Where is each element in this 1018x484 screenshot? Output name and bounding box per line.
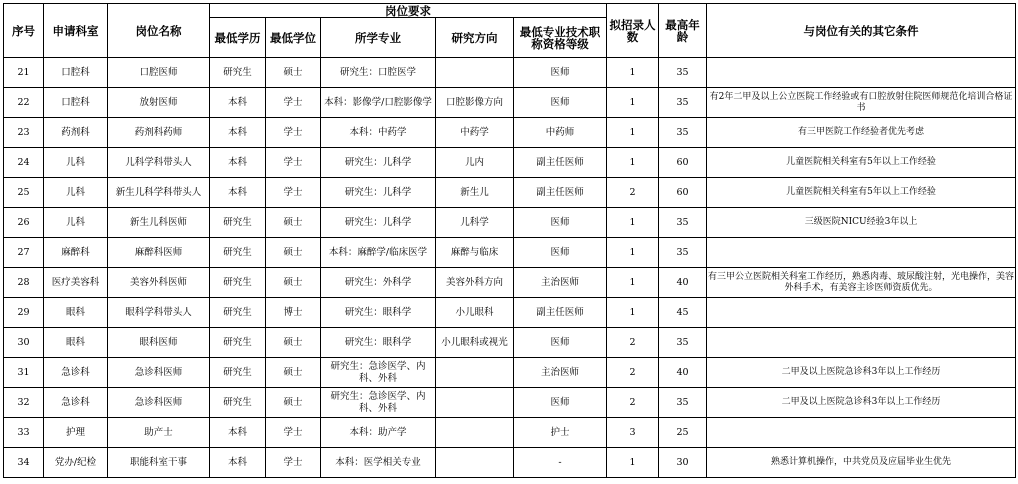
cell-post: 职能科室干事 xyxy=(108,448,210,478)
header-min-degree: 最低学位 xyxy=(266,18,321,58)
table-row xyxy=(4,178,1016,208)
cell-major: 研究生：儿科学 xyxy=(321,148,436,178)
cell-post: 急诊科医师 xyxy=(108,358,210,388)
cell-title: 副主任医师 xyxy=(514,298,607,328)
cell-other: 二甲及以上医院急诊科3年以上工作经历 xyxy=(707,358,1016,388)
cell-seq: 34 xyxy=(4,448,44,478)
cell-research xyxy=(436,418,514,448)
cell-post: 药剂科药师 xyxy=(108,118,210,148)
cell-seq: 29 xyxy=(4,298,44,328)
cell-edu: 本科 xyxy=(210,178,266,208)
cell-post: 新生儿科医师 xyxy=(108,208,210,238)
cell-research xyxy=(436,448,514,478)
cell-age: 30 xyxy=(659,448,707,478)
recruitment-table xyxy=(3,3,1016,478)
cell-major: 本科：助产学 xyxy=(321,418,436,448)
cell-count: 1 xyxy=(607,298,659,328)
cell-major: 本科：中药学 xyxy=(321,118,436,148)
cell-title: 副主任医师 xyxy=(514,178,607,208)
header-major: 所学专业 xyxy=(321,18,436,58)
cell-degree: 学士 xyxy=(266,418,321,448)
cell-seq: 26 xyxy=(4,208,44,238)
cell-age: 35 xyxy=(659,238,707,268)
cell-edu: 研究生 xyxy=(210,238,266,268)
cell-dept: 儿科 xyxy=(44,178,108,208)
table-row xyxy=(4,268,1016,298)
cell-major: 研究生：儿科学 xyxy=(321,208,436,238)
cell-degree: 硕士 xyxy=(266,268,321,298)
cell-major: 研究生：口腔医学 xyxy=(321,58,436,88)
cell-age: 35 xyxy=(659,58,707,88)
header-min-edu: 最低学历 xyxy=(210,18,266,58)
cell-count: 1 xyxy=(607,208,659,238)
table-row xyxy=(4,328,1016,358)
cell-post: 放射医师 xyxy=(108,88,210,118)
cell-age: 35 xyxy=(659,328,707,358)
cell-other xyxy=(707,238,1016,268)
cell-other: 有三甲医院工作经验者优先考虑 xyxy=(707,118,1016,148)
cell-research: 小儿眼科或视光 xyxy=(436,328,514,358)
cell-seq: 31 xyxy=(4,358,44,388)
cell-research xyxy=(436,58,514,88)
cell-dept: 儿科 xyxy=(44,208,108,238)
cell-dept: 儿科 xyxy=(44,148,108,178)
cell-age: 35 xyxy=(659,388,707,418)
cell-major: 本科：影像学/口腔影像学 xyxy=(321,88,436,118)
cell-research: 美容外科方向 xyxy=(436,268,514,298)
cell-dept: 口腔科 xyxy=(44,58,108,88)
cell-degree: 硕士 xyxy=(266,58,321,88)
cell-post: 美容外科医师 xyxy=(108,268,210,298)
cell-age: 40 xyxy=(659,358,707,388)
cell-other: 熟悉计算机操作，中共党员及应届毕业生优先 xyxy=(707,448,1016,478)
cell-title: 医师 xyxy=(514,88,607,118)
cell-research xyxy=(436,388,514,418)
cell-degree: 硕士 xyxy=(266,208,321,238)
cell-seq: 24 xyxy=(4,148,44,178)
header-seq: 序号 xyxy=(4,4,44,58)
cell-degree: 硕士 xyxy=(266,388,321,418)
table-body xyxy=(4,58,1016,478)
cell-count: 2 xyxy=(607,328,659,358)
table-row xyxy=(4,388,1016,418)
cell-seq: 22 xyxy=(4,88,44,118)
cell-dept: 医疗美容科 xyxy=(44,268,108,298)
cell-other: 二甲及以上医院急诊科3年以上工作经历 xyxy=(707,388,1016,418)
cell-post: 口腔医师 xyxy=(108,58,210,88)
cell-seq: 21 xyxy=(4,58,44,88)
header-dept: 申请科室 xyxy=(44,4,108,58)
cell-seq: 32 xyxy=(4,388,44,418)
cell-post: 眼科学科带头人 xyxy=(108,298,210,328)
cell-degree: 学士 xyxy=(266,88,321,118)
cell-research: 儿内 xyxy=(436,148,514,178)
cell-edu: 研究生 xyxy=(210,328,266,358)
cell-edu: 本科 xyxy=(210,418,266,448)
cell-dept: 急诊科 xyxy=(44,388,108,418)
table-row xyxy=(4,418,1016,448)
cell-edu: 研究生 xyxy=(210,358,266,388)
cell-major: 研究生：外科学 xyxy=(321,268,436,298)
cell-seq: 28 xyxy=(4,268,44,298)
cell-seq: 23 xyxy=(4,118,44,148)
cell-major: 研究生：急诊医学、内科、外科 xyxy=(321,388,436,418)
cell-count: 1 xyxy=(607,58,659,88)
cell-major: 研究生：急诊医学、内科、外科 xyxy=(321,358,436,388)
cell-title: 医师 xyxy=(514,328,607,358)
cell-other: 三级医院NICU经验3年以上 xyxy=(707,208,1016,238)
table-row xyxy=(4,208,1016,238)
cell-edu: 研究生 xyxy=(210,388,266,418)
cell-count: 2 xyxy=(607,178,659,208)
cell-count: 1 xyxy=(607,88,659,118)
cell-age: 35 xyxy=(659,88,707,118)
cell-edu: 本科 xyxy=(210,148,266,178)
cell-major: 研究生：儿科学 xyxy=(321,178,436,208)
cell-degree: 硕士 xyxy=(266,328,321,358)
cell-edu: 本科 xyxy=(210,88,266,118)
cell-count: 1 xyxy=(607,448,659,478)
header-post: 岗位名称 xyxy=(108,4,210,58)
cell-title: 医师 xyxy=(514,208,607,238)
table-row xyxy=(4,148,1016,178)
cell-research xyxy=(436,358,514,388)
cell-dept: 眼科 xyxy=(44,328,108,358)
cell-count: 1 xyxy=(607,268,659,298)
cell-count: 2 xyxy=(607,388,659,418)
cell-major: 本科：医学相关专业 xyxy=(321,448,436,478)
cell-research: 口腔影像方向 xyxy=(436,88,514,118)
cell-seq: 30 xyxy=(4,328,44,358)
cell-dept: 麻醉科 xyxy=(44,238,108,268)
cell-dept: 急诊科 xyxy=(44,358,108,388)
cell-research: 小儿眼科 xyxy=(436,298,514,328)
cell-title: 副主任医师 xyxy=(514,148,607,178)
cell-seq: 25 xyxy=(4,178,44,208)
cell-dept: 党办/纪检 xyxy=(44,448,108,478)
cell-dept: 口腔科 xyxy=(44,88,108,118)
cell-other: 儿童医院相关科室有5年以上工作经验 xyxy=(707,178,1016,208)
header-requirements: 岗位要求 xyxy=(210,4,607,18)
cell-other xyxy=(707,298,1016,328)
cell-edu: 本科 xyxy=(210,448,266,478)
table-row xyxy=(4,298,1016,328)
cell-count: 3 xyxy=(607,418,659,448)
cell-title: 主治医师 xyxy=(514,358,607,388)
cell-seq: 33 xyxy=(4,418,44,448)
cell-major: 本科：麻醉学/临床医学 xyxy=(321,238,436,268)
cell-degree: 学士 xyxy=(266,448,321,478)
header-other: 与岗位有关的其它条件 xyxy=(707,4,1016,58)
cell-edu: 研究生 xyxy=(210,298,266,328)
cell-post: 助产士 xyxy=(108,418,210,448)
header-min-title: 最低专业技术职称资格等级 xyxy=(514,18,607,58)
table-row xyxy=(4,118,1016,148)
cell-post: 眼科医师 xyxy=(108,328,210,358)
cell-other xyxy=(707,418,1016,448)
cell-count: 1 xyxy=(607,118,659,148)
cell-other: 儿童医院相关科室有5年以上工作经验 xyxy=(707,148,1016,178)
table-row xyxy=(4,358,1016,388)
table-row xyxy=(4,88,1016,118)
cell-degree: 硕士 xyxy=(266,238,321,268)
cell-seq: 27 xyxy=(4,238,44,268)
cell-age: 25 xyxy=(659,418,707,448)
table-row xyxy=(4,238,1016,268)
cell-count: 1 xyxy=(607,148,659,178)
cell-dept: 眼科 xyxy=(44,298,108,328)
cell-other xyxy=(707,58,1016,88)
cell-post: 儿科学科带头人 xyxy=(108,148,210,178)
cell-dept: 护理 xyxy=(44,418,108,448)
cell-title: 医师 xyxy=(514,388,607,418)
cell-other xyxy=(707,328,1016,358)
cell-title: 医师 xyxy=(514,58,607,88)
cell-age: 35 xyxy=(659,208,707,238)
header-max-age: 最高年龄 xyxy=(659,4,707,58)
table-row xyxy=(4,448,1016,478)
cell-age: 60 xyxy=(659,148,707,178)
table-row xyxy=(4,58,1016,88)
cell-edu: 研究生 xyxy=(210,268,266,298)
cell-age: 40 xyxy=(659,268,707,298)
cell-title: 中药师 xyxy=(514,118,607,148)
cell-other: 有2年二甲及以上公立医院工作经验或有口腔放射住院医师规范化培训合格证书 xyxy=(707,88,1016,118)
cell-other: 有三甲公立医院相关科室工作经历，熟悉肉毒、玻尿酸注射，光电操作，美容外科手术，有美容主诊医师资质优先。 xyxy=(707,268,1016,298)
cell-age: 60 xyxy=(659,178,707,208)
cell-major: 研究生：眼科学 xyxy=(321,298,436,328)
cell-post: 新生儿科学科带头人 xyxy=(108,178,210,208)
cell-title: 医师 xyxy=(514,238,607,268)
cell-edu: 本科 xyxy=(210,118,266,148)
cell-dept: 药剂科 xyxy=(44,118,108,148)
cell-post: 麻醉科医师 xyxy=(108,238,210,268)
cell-research: 麻醉与临床 xyxy=(436,238,514,268)
cell-degree: 学士 xyxy=(266,178,321,208)
cell-degree: 学士 xyxy=(266,148,321,178)
cell-age: 35 xyxy=(659,118,707,148)
cell-title: 主治医师 xyxy=(514,268,607,298)
cell-edu: 研究生 xyxy=(210,58,266,88)
cell-title: - xyxy=(514,448,607,478)
cell-count: 2 xyxy=(607,358,659,388)
cell-research: 中药学 xyxy=(436,118,514,148)
cell-major: 研究生：眼科学 xyxy=(321,328,436,358)
header-research: 研究方向 xyxy=(436,18,514,58)
cell-count: 1 xyxy=(607,238,659,268)
cell-post: 急诊科医师 xyxy=(108,388,210,418)
cell-research: 新生儿 xyxy=(436,178,514,208)
cell-degree: 博士 xyxy=(266,298,321,328)
cell-edu: 研究生 xyxy=(210,208,266,238)
cell-research: 儿科学 xyxy=(436,208,514,238)
cell-degree: 硕士 xyxy=(266,358,321,388)
header-count: 拟招录人数 xyxy=(607,4,659,58)
cell-title: 护士 xyxy=(514,418,607,448)
cell-degree: 学士 xyxy=(266,118,321,148)
cell-age: 45 xyxy=(659,298,707,328)
